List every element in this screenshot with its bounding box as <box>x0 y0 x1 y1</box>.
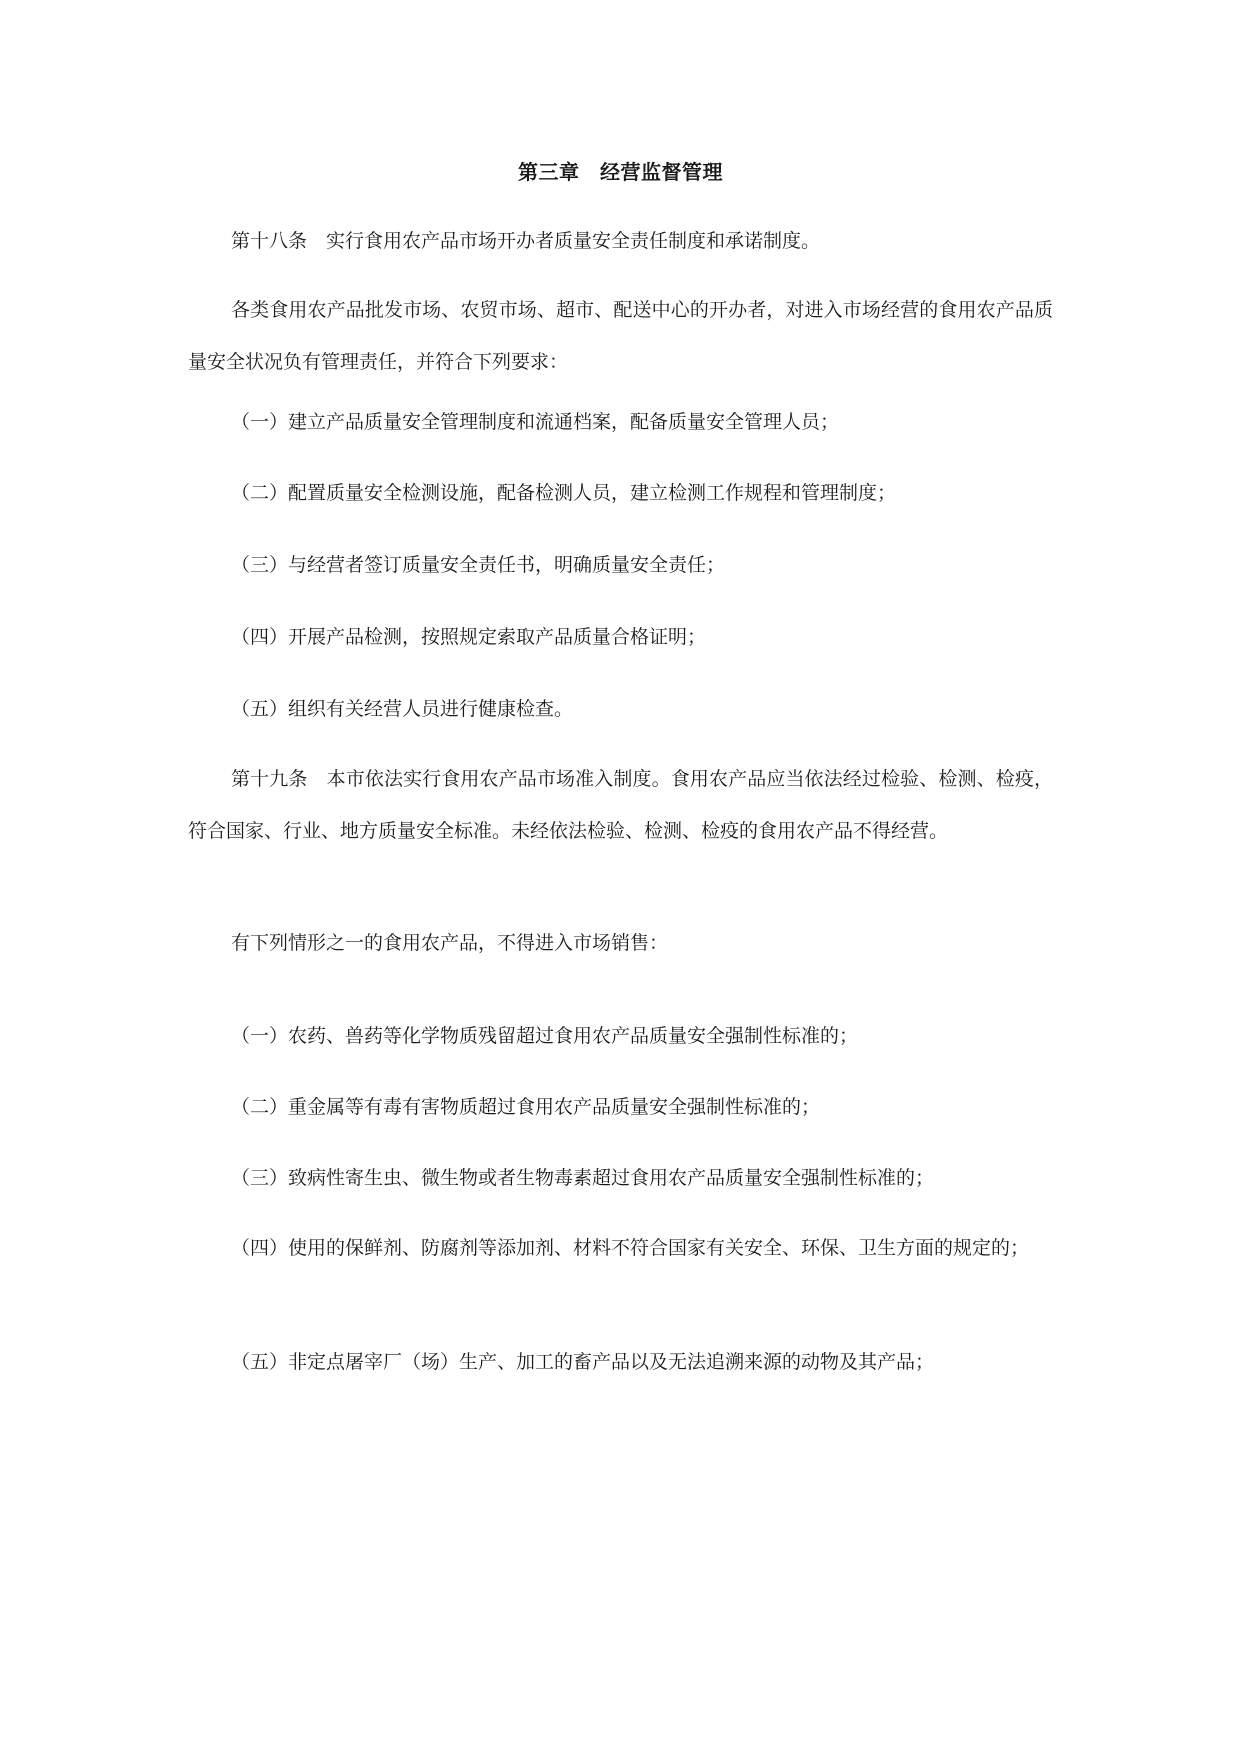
list-item: （二）配置质量安全检测设施，配备检测人员，建立检测工作规程和管理制度； <box>231 482 897 504</box>
list-item: （三）与经营者签订质量安全责任书，明确质量安全责任； <box>231 554 726 576</box>
article-19: 第十九条 本市依法实行食用农产品市场准入制度。食用农产品应当依法经过检验、检测、检疫，符合国家、行业、地方质量安全标准。未经依法检验、检测、检疫的食用农产品不得经营。 <box>188 768 1053 842</box>
list-item: （五）组织有关经营人员进行健康检查。 <box>231 698 574 720</box>
article-18: 第十八条 实行食用农产品市场开办者质量安全责任制度和承诺制度。 <box>231 230 821 252</box>
paragraph-market-operators: 各类食用农产品批发市场、农贸市场、超市、配送中心的开办者，对进入市场经营的食用农产品质量安全状况负有管理责任，并符合下列要求： <box>188 299 1053 373</box>
list-item: （一）建立产品质量安全管理制度和流通档案，配备质量安全管理人员； <box>231 411 840 433</box>
list-item: （二）重金属等有毒有害物质超过食用农产品质量安全强制性标准的； <box>231 1096 821 1118</box>
list-item: （三）致病性寄生虫、微生物或者生物毒素超过食用农产品质量安全强制性标准的； <box>231 1167 935 1189</box>
list-item: （一）农药、兽药等化学物质残留超过食用农产品质量安全强制性标准的； <box>231 1025 859 1047</box>
paragraph-prohibited-intro: 有下列情形之一的食用农产品，不得进入市场销售： <box>231 932 669 954</box>
list-item: （四）开展产品检测，按照规定索取产品质量合格证明； <box>231 626 707 648</box>
chapter-title: 第三章 经营监督管理 <box>518 160 723 184</box>
list-item: （五）非定点屠宰厂（场）生产、加工的畜产品以及无法追溯来源的动物及其产品； <box>231 1351 935 1373</box>
list-item: （四）使用的保鲜剂、防腐剂等添加剂、材料不符合国家有关安全、环保、卫生方面的规定的； <box>231 1237 1030 1259</box>
